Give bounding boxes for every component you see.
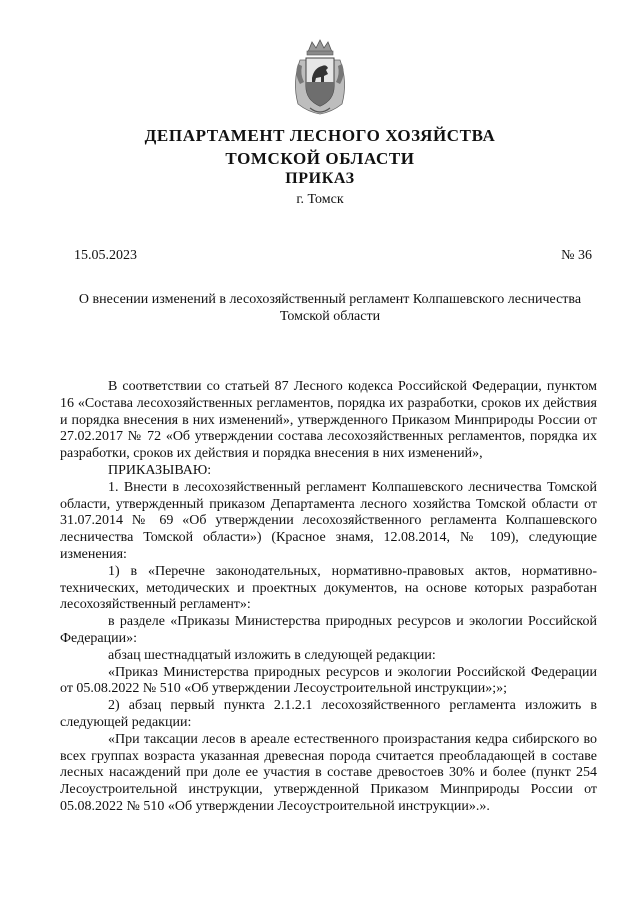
document-type-title: ПРИКАЗ: [285, 170, 355, 187]
order-body: [60, 379, 597, 816]
coat-of-arms-icon: [288, 38, 352, 118]
city-label: г. Томск: [296, 192, 344, 207]
abzac-paragraph: абзац шестнадцатый изложить в следующей редакции:: [108, 647, 436, 663]
sub-clause-2-paragraph: 2) абзац первый пункта 2.1.2.1 лесохозяйственного регламента изложить в следующей редакции:: [60, 698, 597, 730]
quoted-order-paragraph: «Приказ Министерства природных ресурсов и экологии Российской Федерации от 05.08.2022 № 510 «Об утверждении Лесоустроительной инструкции»;»;: [60, 664, 597, 697]
order-subject-line-2: Томской области: [279, 309, 381, 324]
new-wording-paragraph: «При таксации лесов в ареале естественного произрастания кедра сибирского во всех группах возраста указанная древесная порода считается преобладающей в составе лесных насаждений при доле ее участия в составе древостоев 30% и более (пункт 254 Лесоустроительной инструкции, утвержденной Приказом Минприроды России от 05.08.2022 № 510 «Об утверждении Лесоустроительной инструкции».».: [60, 731, 597, 814]
order-subject-line-1: О внесении изменений в лесохозяйственный регламент Колпашевского лесничества: [78, 292, 582, 307]
sub-clause-1-paragraph: 1) в «Перечне законодательных, нормативно-правовых актов, нормативно-технических, методических и проектных документов, на основе которых разработан лесохозяйственный регламент»:: [60, 563, 597, 613]
section-paragraph: в разделе «Приказы Министерства природных ресурсов и экологии Российской Федерации»:: [60, 614, 597, 646]
order-date: 15.05.2023: [74, 248, 137, 263]
order-subject: [60, 291, 600, 325]
order-keyword: ПРИКАЗЫВАЮ:: [108, 462, 212, 478]
department-title-line-2: ТОМСКОЙ ОБЛАСТИ: [225, 149, 415, 168]
preamble-paragraph: В соответствии со статьей 87 Лесного кодекса Российской Федерации, пунктом 16 «Состава лесохозяйственных регламентов, порядка их разработки, сроков их действия и порядка внесения в них изменений», утвержденного Приказом Минприроды России от 27.02.2017 № 72 «Об утверждении состава лесохозяйственных регламентов, порядка их разработки, сроков их действия и порядка внесения в них изменений»,: [60, 379, 597, 462]
clause-1-paragraph: 1. Внести в лесохозяйственный регламент Колпашевского лесничества Томской области, утвержденный приказом Департамента лесного хозяйства Томской области от 31.07.2014 № 69 «Об утверждении лесохозяйственного регламента Колпашевского лесничества Томской области») (Красное знамя, 12.08.2014, № 109), следующие изменения:: [60, 479, 597, 562]
department-title-line-1: ДЕПАРТАМЕНТ ЛЕСНОГО ХОЗЯЙСТВА: [144, 126, 496, 145]
order-number: № 36: [561, 248, 592, 263]
